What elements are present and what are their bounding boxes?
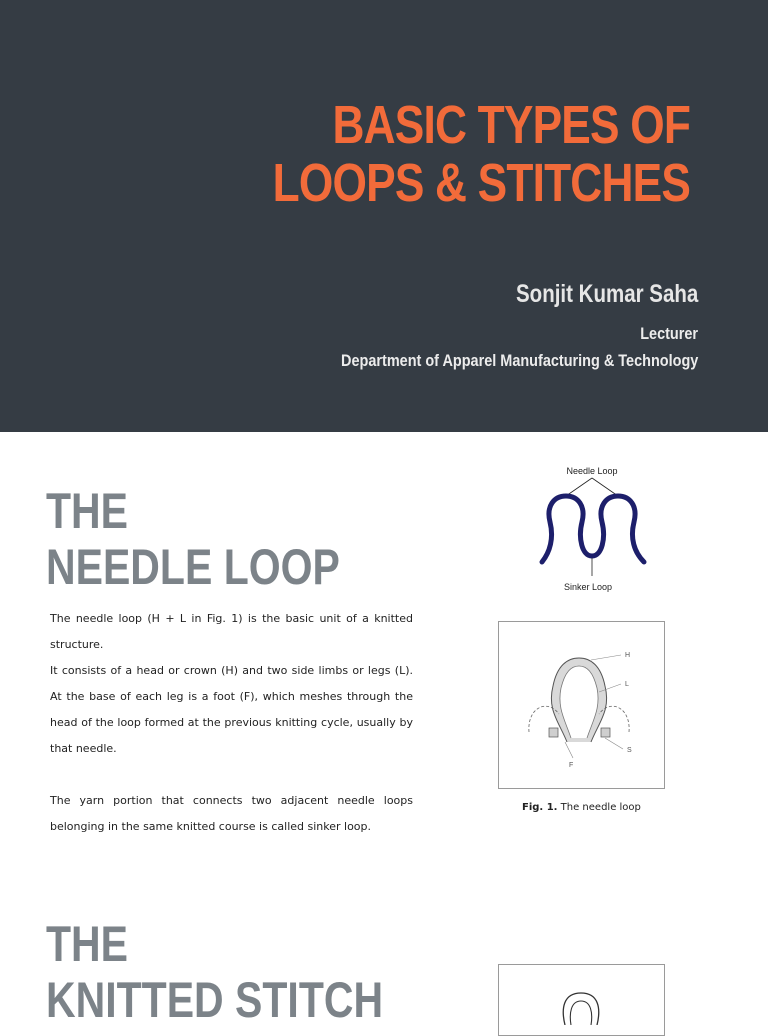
stitch-loop-inner (570, 1001, 591, 1025)
needle-loop-label: Needle Loop (566, 466, 618, 476)
figure-1-caption-prefix: Fig. 1. (522, 802, 558, 813)
needle-sinker-loop-diagram (520, 458, 670, 598)
title-line-2: LOOPS & STITCHES (272, 153, 690, 213)
heading-line: NEEDLE LOOP (46, 539, 340, 595)
leader-s (605, 738, 623, 749)
figure-1-box (498, 621, 665, 789)
needle-loop-heading (46, 483, 340, 595)
stitch-loop-outer (563, 993, 598, 1025)
presentation-title (273, 96, 690, 212)
figure-2-box (498, 964, 665, 1036)
heading-line: KNITTED STITCH (46, 972, 384, 1028)
author-department: Department of Apparel Manufacturing & Technology (340, 351, 698, 370)
label-f: F (569, 762, 574, 769)
title-slide (0, 0, 768, 432)
needle-arrow-left (566, 478, 592, 496)
sinker-loop-label: Sinker Loop (563, 582, 613, 592)
needle-loop-figure (499, 622, 664, 788)
foot-right (601, 728, 610, 737)
label-l: L (625, 681, 629, 688)
needle-arrow-right (592, 478, 618, 496)
heading-line: THE (46, 483, 128, 539)
leader-h (591, 655, 621, 660)
foot-left (549, 728, 558, 737)
knitted-stitch-heading (46, 916, 383, 1028)
author-role: Lecturer (640, 324, 698, 343)
title-line-1: BASIC TYPES OF (332, 95, 690, 155)
figure-1-caption (522, 802, 641, 813)
label-s: S (627, 747, 632, 754)
heading-line: THE (46, 916, 128, 972)
sinker-loop-paragraph: The yarn portion that connects two adjacent needle loops belonging in the same knitted course is called sinker loop. (50, 794, 413, 833)
yarn-path (542, 496, 644, 562)
label-h: H (625, 652, 631, 659)
knitted-stitch-figure (499, 965, 664, 1025)
figure-1-caption-text: The needle loop (560, 802, 641, 813)
author-name: Sonjit Kumar Saha (515, 280, 698, 308)
leader-f (565, 742, 573, 758)
needle-loop-paragraph: The needle loop (H + L in Fig. 1) is the basic unit of a knitted structure. It consists of a head or crown (H) and two side limbs or legs (L). At the base of each leg is a foot (F), which meshes through the head of the loop formed at the previous knitting cycle, usually by that needle. (50, 612, 413, 755)
